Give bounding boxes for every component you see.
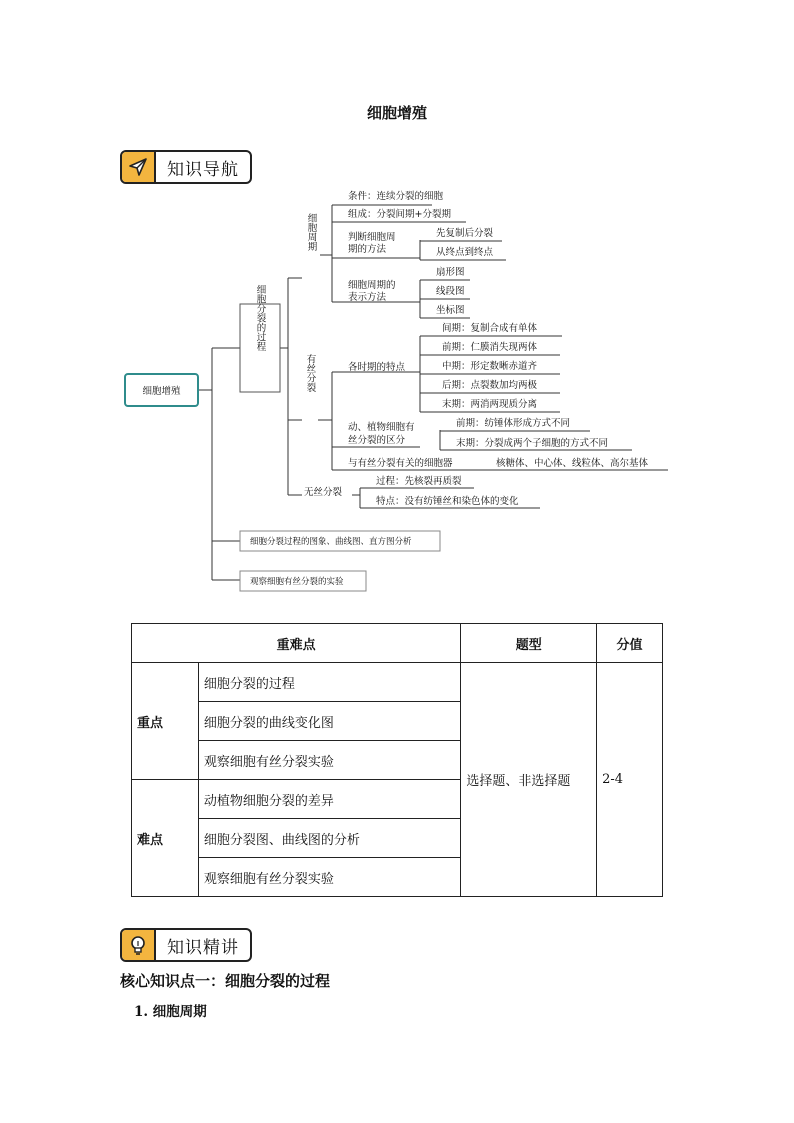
mindmap-organelle-list: 核糖体、中心体、线粒体、高尔基体 [496,458,649,469]
mindmap-graph-analysis: 细胞分裂过程的图象、曲线图、直方图分析 [250,537,412,547]
section-badge-detail [120,928,252,962]
table-cell: 动植物细胞分裂的差异 [198,780,460,819]
mindmap-diff-a: 前期：纺锤体形成方式不同 [456,418,571,429]
mindmap-phase-4: 后期：点裂数加均两极 [442,380,538,391]
table-cell: 细胞分裂的过程 [198,663,460,702]
question-type: 选择题、非选择题 [461,663,597,897]
mindmap-root: 细胞增殖 [142,386,181,397]
mindmap-cycle: 细胞周期 [305,213,317,251]
mindmap-repr-2: 表示方法 [348,292,387,303]
mindmap-judge-1: 判断细胞周 [348,232,396,243]
score-value: 2-4 [597,663,663,897]
table-cell: 细胞分裂图、曲线图的分析 [198,819,460,858]
mindmap-amitosis-b: 特点：没有纺锤丝和染色体的变化 [376,496,519,507]
lightbulb-icon [122,930,156,960]
mindmap-phase-3: 中期：形定数晰赤道齐 [442,361,538,372]
table-cell: 观察细胞有丝分裂实验 [198,858,460,897]
table-row [132,663,663,702]
mindmap-cond: 条件：连续分裂的细胞 [348,191,444,202]
mindmap-judge-a: 先复制后分裂 [436,228,494,239]
mindmap-phase-5: 末期：两消两现质分离 [442,399,538,410]
mindmap-comp: 组成：分裂间期+分裂期 [348,209,451,220]
table-header: 题型 [461,624,597,663]
core-heading: 核心知识点一：细胞分裂的过程 [120,972,331,990]
mindmap-amitosis: 无丝分裂 [304,487,343,498]
mindmap-repr-c: 坐标图 [436,305,465,316]
table-cell: 观察细胞有丝分裂实验 [198,741,460,780]
mindmap-experiment: 观察细胞有丝分裂的实验 [250,577,344,587]
category-key: 重点 [132,663,199,780]
key-points-table [131,623,663,897]
section-label-detail: 知识精讲 [167,937,239,958]
table-header: 分值 [597,624,663,663]
mindmap-mitosis: 有丝分裂 [304,354,316,392]
sub-heading: 1. 细胞周期 [134,1004,207,1020]
mindmap-diff-1: 动、植物细胞有 [348,422,415,433]
mindmap-amitosis-a: 过程：先核裂再质裂 [376,476,462,487]
category-hard: 难点 [132,780,199,897]
page-title: 细胞增殖 [366,104,427,122]
mindmap-phase-1: 间期：复制合成有单体 [442,323,538,334]
table-header: 重难点 [132,624,461,663]
table-header-row [132,624,663,663]
mindmap-phase-2: 前期：仁膜消失现两体 [442,342,538,353]
mindmap-phases: 各时期的特点 [348,362,406,373]
mindmap-organelles: 与有丝分裂有关的细胞器 [348,458,453,469]
section-label-nav: 知识导航 [167,159,239,180]
mindmap-repr-a: 扇形图 [436,267,465,278]
mindmap-diff-2: 丝分裂的区分 [348,435,406,446]
mindmap-judge-b: 从终点到终点 [436,247,494,258]
mindmap-judge-2: 期的方法 [348,244,387,255]
mindmap-process: 细胞分裂的过程 [254,284,266,352]
mindmap-diff-b: 末期：分裂成两个子细胞的方式不同 [456,438,609,449]
table-cell: 细胞分裂的曲线变化图 [198,702,460,741]
mindmap-repr-1: 细胞周期的 [348,280,396,291]
mindmap-repr-b: 线段图 [436,286,465,297]
